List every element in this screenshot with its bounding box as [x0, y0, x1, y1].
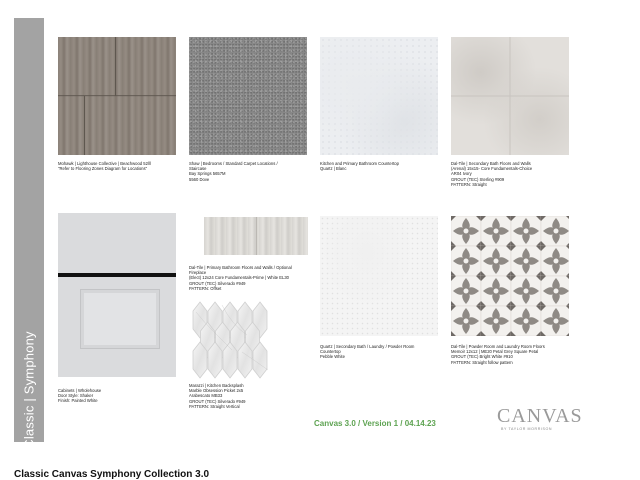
cabinet-door-panel [80, 289, 160, 349]
primary-bath-tile-caption: Dal-Tile | Primary Bathroom Floors and Walls / Optional Fireplace (Elect) 12x24 Core Fundamentals-Prime | White EL30 GROUT (TEC) Silverado #949 PATTERN: Offset [189, 265, 292, 291]
powder-room-tile-swatch [451, 216, 569, 336]
powder-room-tile-caption: Dal-Tile | Powder Room and Laundry Room Floors Memoir 12x12 | ME20 Petal Grey Square Petal GROUT (TEC) Bright White #910 PATTERN: Straight follow pattern [451, 344, 545, 365]
secondary-quartz-caption: Quartz | Secondary Bath / Laundry / Powder Room Countertop Pebble White [320, 344, 415, 360]
primary-bath-tile-swatch [204, 217, 308, 255]
cabinet-rail [58, 273, 176, 277]
side-band [14, 18, 44, 449]
side-label: Classic | Symphony [21, 331, 37, 449]
cabinet-caption: Cabinets | Wholehouse Door Style: Shaker Finish: Painted White [58, 388, 102, 404]
wood-flooring-caption: Mohawk | Lighthouse Collective | Beachwood 52lll "Refer to Flooring Zones Diagram for Locations" [58, 161, 151, 172]
secondary-bath-tile-caption: Dal-Tile | Secondary Bath Floors and Walls (Arenal) 15x15- Core Fundamentals-Choice AR04 Ivory GROUT (TEC) Sterling #909 PATTERN: Straight [451, 161, 533, 187]
wood-flooring-swatch [58, 37, 176, 155]
version-text: Canvas 3.0 / Version 1 / 04.14.23 [314, 419, 436, 428]
quartz-countertop-swatch [320, 37, 438, 155]
canvas-logo [497, 405, 583, 431]
cabinet-swatch [58, 213, 176, 377]
carpet-caption: Shaw | Bedrooms / Standard Carpet Locations / Staircase Bay Springs 5657M 5560 Dove [189, 161, 278, 182]
secondary-quartz-swatch [320, 216, 438, 336]
quartz-countertop-caption: Kitchen and Primary Bathroom Countertop Quartz | Blanc [320, 161, 399, 172]
secondary-bath-tile-swatch [451, 37, 569, 155]
logo-wordmark: CANVAS [497, 405, 583, 427]
carpet-swatch [189, 37, 307, 155]
logo-tagline: BY TAYLOR MORRISON [501, 427, 553, 431]
backsplash-caption: Marazzi | Kitchen Backsplash Marble Obsession Picket 2x5 Arabescato MB33 GROUT (TEC) Silverado #949 PATTERN: Straight Vertical [189, 383, 246, 409]
collection-title: Classic Canvas Symphony Collection 3.0 [14, 469, 210, 480]
backsplash-picket-swatch [192, 300, 274, 380]
